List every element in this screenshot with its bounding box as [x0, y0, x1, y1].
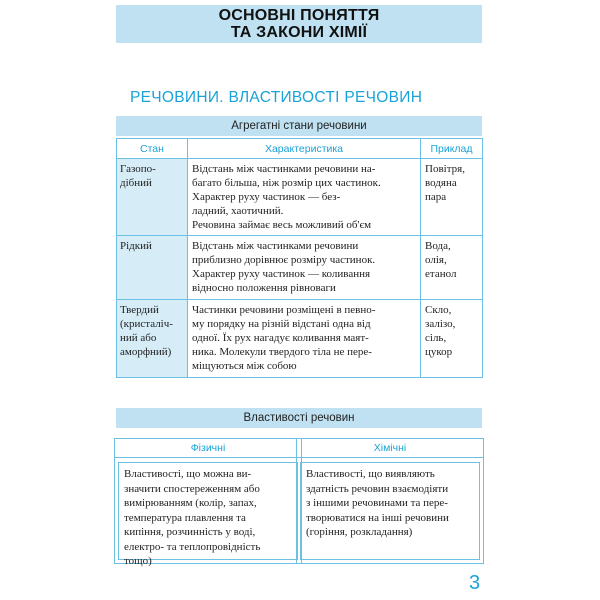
physical-text-line: значити спостереженням або — [124, 482, 260, 495]
chemical-text-line: з іншими речовинами та пере- — [306, 497, 448, 509]
characteristic-text: одної. Їх рух нагадує коливання маят- — [192, 332, 369, 344]
chemical-properties-box — [296, 438, 484, 564]
characteristic-cell — [188, 236, 421, 300]
header-example: Приклад — [421, 139, 483, 159]
chemical-text-line: творюватися на інші речовини — [306, 511, 449, 524]
chemical-properties-text — [300, 462, 480, 560]
characteristic-text: Частинки речовини розміщені в певно- — [192, 304, 376, 316]
chemical-text-line: (горіння, розкладання) — [306, 526, 413, 538]
page-number: 3 — [469, 572, 481, 594]
characteristic-text: Характер руху частинок — коливання — [192, 268, 371, 280]
state-text: ний або — [120, 332, 157, 344]
table-row — [117, 236, 483, 300]
characteristic-text: Характер руху частинок — без- — [192, 191, 341, 203]
characteristic-text: відносно положення рівноваги — [192, 282, 336, 294]
example-text: цукор — [425, 346, 453, 358]
section-heading: РЕЧОВИНИ. ВЛАСТИВОСТІ РЕЧОВИН — [130, 89, 423, 106]
state-text: Газопо- — [120, 163, 156, 175]
state-text: Твердий — [120, 304, 159, 316]
example-cell — [421, 300, 483, 378]
example-cell — [421, 159, 483, 236]
characteristic-text: му порядку на різній відстані одна від — [192, 318, 371, 330]
header-characteristic: Характеристика — [188, 139, 421, 159]
characteristic-cell — [188, 300, 421, 378]
chemical-text-line: здатність речовин взаємодіяти — [306, 482, 449, 495]
header-state: Стан — [117, 139, 188, 159]
physical-properties-text — [118, 462, 298, 567]
example-text: олія, — [425, 254, 447, 266]
physical-text-line: вимірюванням (колір, запах, — [124, 497, 257, 509]
title-box — [116, 5, 482, 43]
table-row — [117, 159, 483, 236]
characteristic-text: Відстань між частинками речовини на- — [192, 163, 376, 175]
title-line-1: ОСНОВНІ ПОНЯТТЯ — [218, 7, 380, 24]
example-text: Скло, — [425, 304, 452, 316]
state-cell — [117, 300, 188, 378]
chemical-properties-title: Хімічні — [297, 439, 483, 458]
state-text: дібний — [120, 177, 152, 189]
title-line-2: ТА ЗАКОНИ ХІМІЇ — [230, 24, 368, 41]
physical-text-line: тощо) — [124, 555, 152, 567]
physical-text-line: кипіння, розчинність у воді, — [124, 526, 256, 538]
example-text: Повітря, — [425, 163, 465, 175]
example-text: залізо, — [425, 318, 456, 330]
characteristic-text: приблизно дорівнює розміру частинок. — [192, 254, 376, 266]
physical-properties-box — [114, 438, 302, 567]
physical-text-line: Властивості, що можна ви- — [124, 468, 252, 480]
example-text: сіль, — [425, 332, 447, 344]
state-text: (кристаліч- — [120, 318, 173, 330]
physical-properties-title: Фізичні — [115, 439, 301, 458]
table-header-row — [117, 139, 483, 159]
state-text: Рідкий — [120, 240, 152, 252]
example-text: Вода, — [425, 240, 451, 252]
state-cell — [117, 236, 188, 300]
states-table-caption: Агрегатні стани речовини — [116, 116, 482, 136]
characteristic-text: багато більша, ніж розмір цих частинок. — [192, 177, 381, 189]
properties-caption: Властивості речовин — [116, 408, 482, 428]
example-text: етанол — [425, 268, 457, 280]
characteristic-text: ладний, хаотичний. — [192, 205, 284, 217]
table-row — [117, 300, 483, 378]
chemical-text-line: Властивості, що виявляють — [306, 468, 435, 480]
example-text: пара — [425, 191, 447, 203]
physical-text-line: температура плавлення та — [124, 511, 246, 524]
characteristic-text: ника. Молекули твердого тіла не пере- — [192, 346, 372, 358]
state-cell — [117, 159, 188, 236]
characteristic-cell — [188, 159, 421, 236]
example-text: водяна — [425, 177, 457, 189]
states-table — [116, 138, 483, 378]
physical-text-line: електро- та теплопровідність — [124, 540, 261, 553]
characteristic-text: Відстань між частинками речовини — [192, 240, 359, 252]
characteristic-text: Речовина займає весь можливий об'єм — [192, 219, 372, 231]
example-cell — [421, 236, 483, 300]
characteristic-text: міщуються між собою — [192, 360, 297, 372]
state-text: аморфний) — [120, 346, 172, 358]
